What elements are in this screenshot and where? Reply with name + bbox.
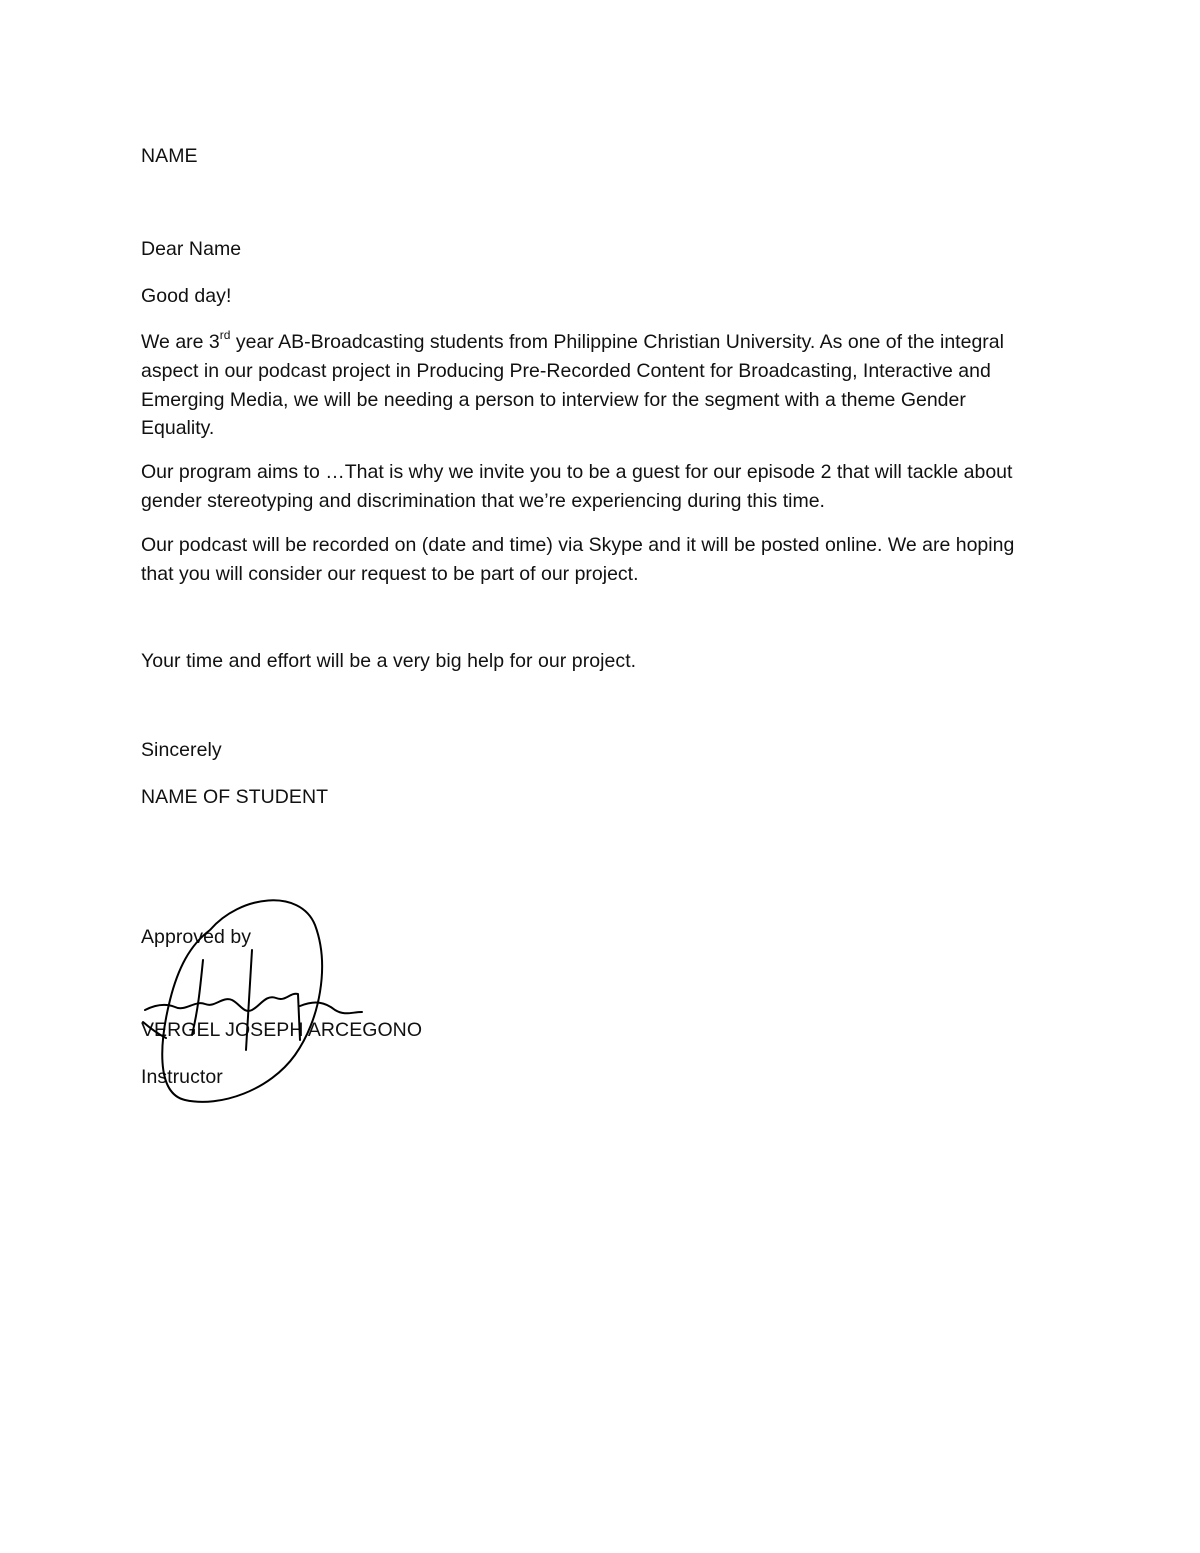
student-name: NAME OF STUDENT: [141, 786, 329, 808]
intro-line-1-text: year AB-Broadcasting students from Philippine Christian University. As one of the integral: [230, 331, 1004, 353]
recipient-name: NAME: [141, 145, 198, 167]
paragraph-intro-line-3: Emerging Media, we will be needing a person to interview for the segment with a theme Gender: [141, 388, 966, 411]
paragraph-program-line-1: Our program aims to …That is why we invite you to be a guest for our episode 2 that will tackle about: [141, 461, 1013, 483]
paragraph-intro-line-1: [141, 328, 1041, 357]
intro-year-number: We are 3: [141, 331, 220, 353]
paragraph-thanks: Your time and effort will be a very big help for our project.: [141, 650, 637, 672]
approver-title: Instructor: [141, 1066, 223, 1088]
paragraph-program-line-2: gender stereotyping and discrimination that we’re experiencing during this time.: [141, 489, 825, 512]
paragraph-schedule-line-2: that you will consider our request to be part of our project.: [141, 562, 639, 585]
paragraph-intro-line-2: aspect in our podcast project in Producing Pre-Recorded Content for Broadcasting, Interactive and: [141, 359, 991, 382]
approved-by-label: Approved by: [141, 926, 252, 948]
ordinal-superscript: rd: [219, 327, 231, 342]
salutation: Dear Name: [141, 238, 242, 260]
paragraph-schedule: [141, 531, 1041, 589]
greeting: Good day!: [141, 285, 232, 307]
paragraph-intro-line-4: Equality.: [141, 417, 215, 440]
paragraph-intro: [141, 328, 1041, 443]
closing: Sincerely: [141, 739, 222, 761]
paragraph-program: [141, 458, 1041, 516]
signature-tail-stroke: [300, 1003, 362, 1014]
paragraph-schedule-line-1: Our podcast will be recorded on (date and time) via Skype and it will be posted online. We are hoping: [141, 534, 1015, 556]
approver-name: VERGEL JOSEPH ARCEGONO: [141, 1019, 423, 1041]
